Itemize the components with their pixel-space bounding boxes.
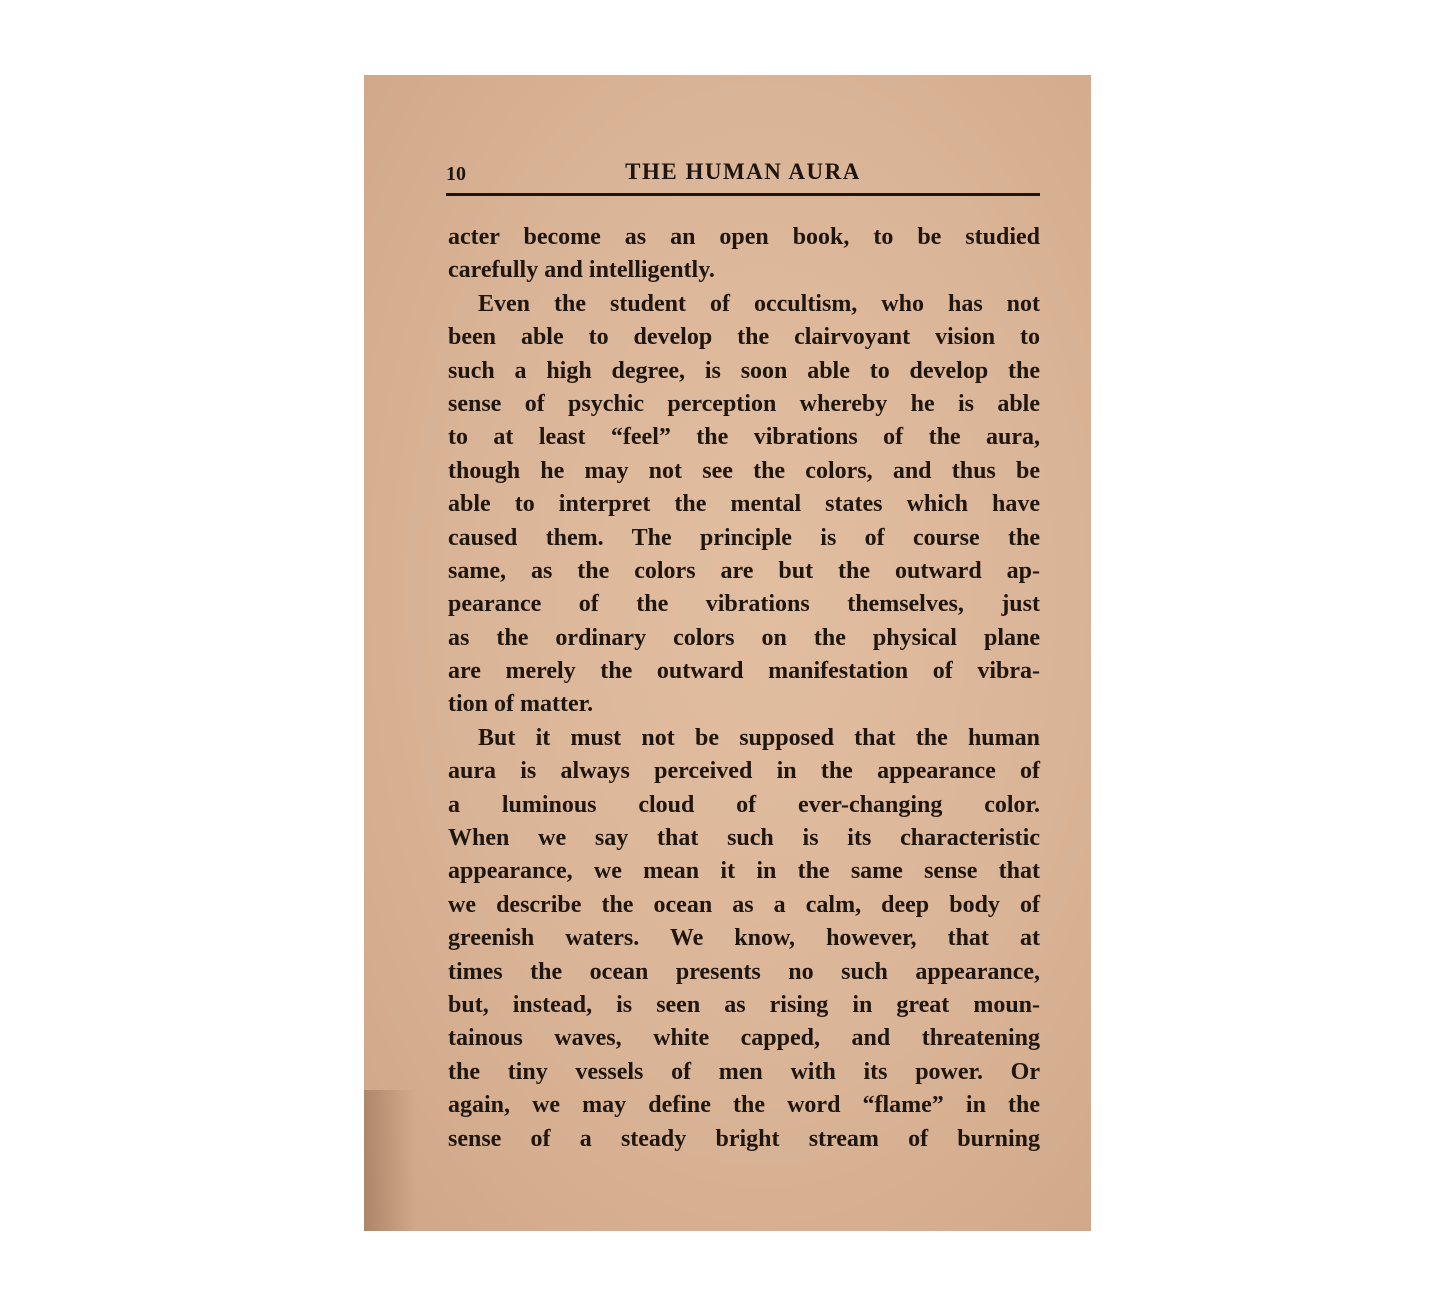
header-rule bbox=[446, 193, 1040, 196]
page-number: 10 bbox=[446, 163, 466, 185]
text-line: same, as the colors are but the outward ap- bbox=[448, 557, 1040, 584]
text-line: carefully and intelligently. bbox=[448, 257, 715, 284]
text-line: are merely the outward manifestation of vibra- bbox=[448, 658, 1040, 685]
text-line: been able to develop the clairvoyant vision to bbox=[448, 324, 1040, 351]
text-line: appearance, we mean it in the same sense that bbox=[448, 858, 1040, 885]
text-line: sense of a steady bright stream of burning bbox=[448, 1125, 1040, 1152]
running-title: THE HUMAN AURA bbox=[625, 159, 861, 184]
text-line: tainous waves, white capped, and threatening bbox=[448, 1025, 1040, 1052]
text-line: able to interpret the mental states which have bbox=[448, 491, 1040, 518]
body-text bbox=[448, 221, 1040, 1156]
text-line: greenish waters. We know, however, that at bbox=[448, 925, 1040, 952]
text-line: as the ordinary colors on the physical plane bbox=[448, 624, 1040, 651]
text-line: though he may not see the colors, and thus be bbox=[448, 457, 1040, 484]
paragraph-first-line: But it must not be supposed that the human bbox=[478, 724, 1040, 751]
running-header bbox=[446, 159, 1040, 191]
text-line: the tiny vessels of men with its power. Or bbox=[448, 1058, 1040, 1085]
text-line: but, instead, is seen as rising in great moun- bbox=[448, 991, 1040, 1018]
text-line: we describe the ocean as a calm, deep body of bbox=[448, 891, 1040, 918]
text-line: a luminous cloud of ever-changing color. bbox=[448, 791, 1040, 818]
page-shadow bbox=[364, 1090, 416, 1231]
text-line: again, we may define the word “flame” in the bbox=[448, 1092, 1040, 1119]
text-line: to at least “feel” the vibrations of the aura, bbox=[448, 424, 1040, 451]
text-line: sense of psychic perception whereby he is able bbox=[448, 390, 1040, 417]
paragraph-first-line: Even the student of occultism, who has not bbox=[478, 290, 1040, 317]
text-line: caused them. The principle is of course the bbox=[448, 524, 1040, 551]
text-line: aura is always perceived in the appearance of bbox=[448, 758, 1040, 785]
text-line: times the ocean presents no such appearance, bbox=[448, 958, 1040, 985]
book-page bbox=[364, 75, 1091, 1231]
text-line: tion of matter. bbox=[448, 691, 594, 718]
text-line: acter become as an open book, to be studied bbox=[448, 224, 1040, 250]
text-line: When we say that such is its characteristic bbox=[448, 825, 1040, 852]
text-line: pearance of the vibrations themselves, just bbox=[448, 591, 1040, 618]
text-line: such a high degree, is soon able to develop the bbox=[448, 357, 1040, 384]
